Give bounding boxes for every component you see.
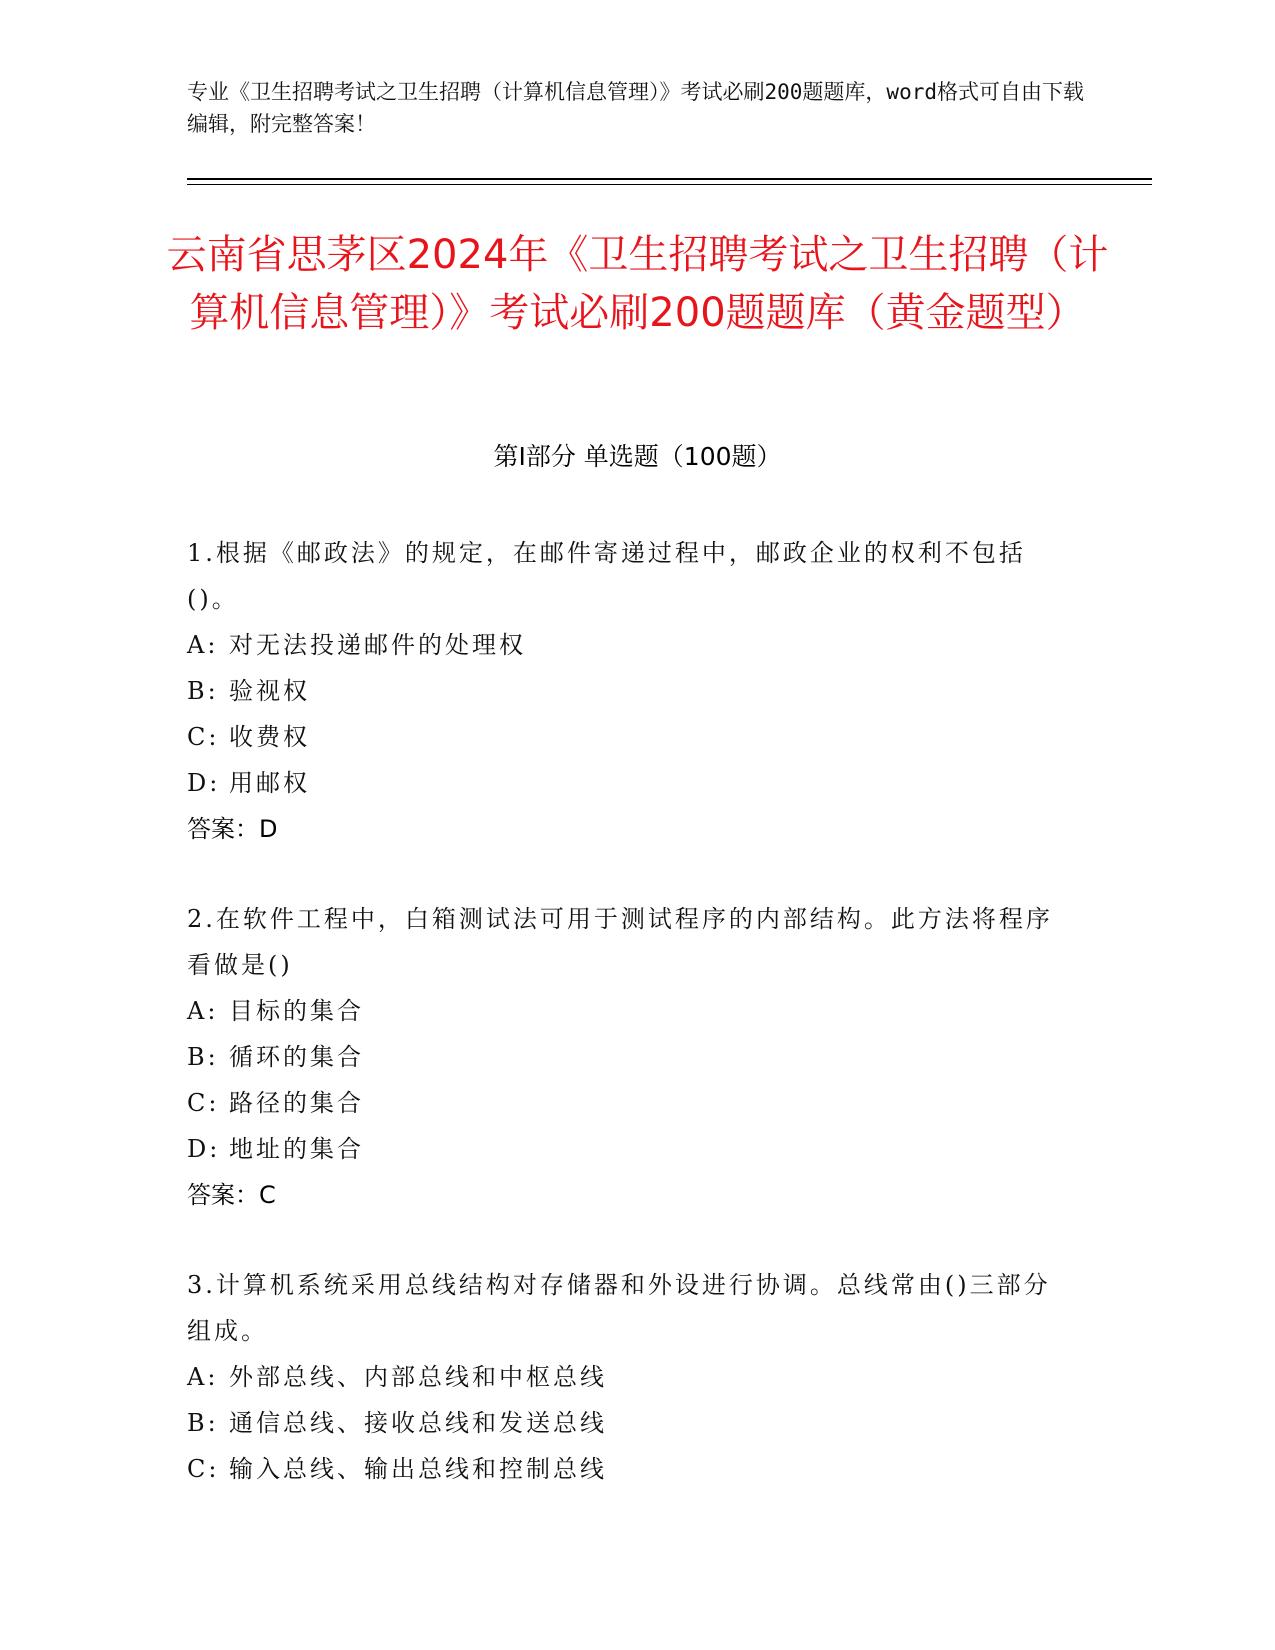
option-b	[187, 1034, 1067, 1080]
option-key: D:	[187, 1135, 221, 1163]
question-3	[187, 1262, 1067, 1492]
option-text: 输入总线、输出总线和控制总线	[229, 1455, 607, 1483]
option-d	[187, 760, 1067, 806]
option-text: 目标的集合	[229, 997, 364, 1025]
question-stem: 1.根据《邮政法》的规定，在邮件寄递过程中，邮政企业的权利不包括()。	[187, 539, 1026, 613]
question-stem: 2.在软件工程中，白箱测试法可用于测试程序的内部结构。此方法将程序看做是()	[187, 905, 1053, 979]
option-text: 用邮权	[229, 769, 310, 797]
option-text: 验视权	[229, 677, 310, 705]
option-a	[187, 1354, 1067, 1400]
option-d	[187, 1126, 1067, 1172]
option-key: A:	[187, 1363, 219, 1391]
option-text: 地址的集合	[229, 1135, 364, 1163]
option-key: B:	[187, 1043, 219, 1071]
option-a	[187, 988, 1067, 1034]
answer: 答案：C	[187, 1181, 276, 1209]
section-heading: 第Ⅰ部分 单选题（100题）	[493, 442, 782, 471]
option-key: A:	[187, 997, 219, 1025]
question-2	[187, 896, 1067, 1218]
option-key: A:	[187, 631, 219, 659]
header-divider-thin	[187, 184, 1152, 185]
option-text: 路径的集合	[229, 1089, 364, 1117]
option-key: D:	[187, 769, 221, 797]
option-key: B:	[187, 677, 219, 705]
question-1	[187, 530, 1067, 852]
option-text: 外部总线、内部总线和中枢总线	[229, 1363, 607, 1391]
option-key: B:	[187, 1409, 219, 1437]
question-list	[187, 530, 1067, 1536]
document-title: 云南省思茅区2024年《卫生招聘考试之卫生招聘（计算机信息管理）》考试必刷200题题库（黄金题型）	[166, 232, 1109, 336]
option-text: 收费权	[229, 723, 310, 751]
option-text: 通信总线、接收总线和发送总线	[229, 1409, 607, 1437]
option-c	[187, 1446, 1067, 1492]
option-a	[187, 622, 1067, 668]
option-key: C:	[187, 723, 220, 751]
option-b	[187, 668, 1067, 714]
option-c	[187, 1080, 1067, 1126]
option-text: 对无法投递邮件的处理权	[229, 631, 526, 659]
option-key: C:	[187, 1089, 220, 1117]
header-divider-thick	[187, 178, 1152, 180]
option-text: 循环的集合	[229, 1043, 364, 1071]
option-key: C:	[187, 1455, 220, 1483]
option-b	[187, 1400, 1067, 1446]
header-note: 专业《卫生招聘考试之卫生招聘（计算机信息管理）》考试必刷200题题库，word格式可自由下载编辑，附完整答案！	[187, 80, 1084, 136]
question-stem: 3.计算机系统采用总线结构对存储器和外设进行协调。总线常由()三部分组成。	[187, 1271, 1051, 1345]
answer: 答案：D	[187, 815, 278, 843]
option-c	[187, 714, 1067, 760]
